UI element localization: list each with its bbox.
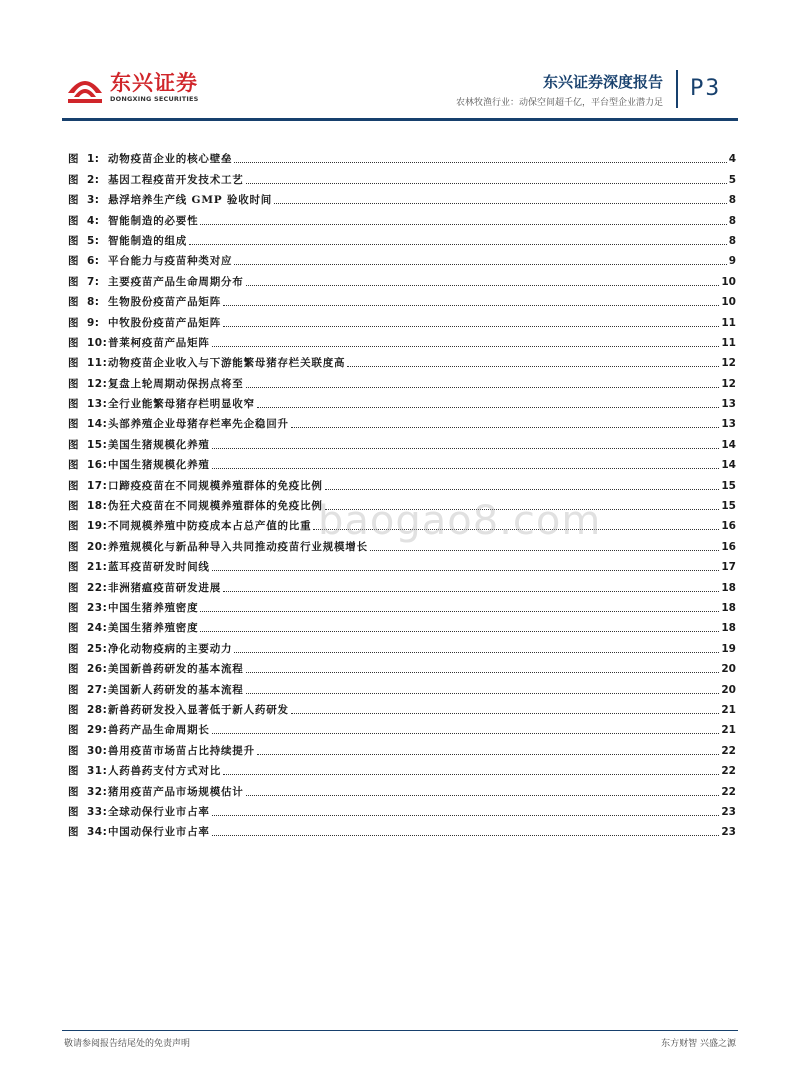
toc-entry-page: 10: [721, 275, 736, 288]
toc-entry-index: 9:: [87, 316, 100, 329]
toc-dot-leader: [223, 591, 719, 592]
toc-entry-label: [68, 825, 210, 839]
toc-entry-index: 31:: [87, 765, 108, 778]
toc-entry-label: [68, 234, 187, 248]
toc-entry-label: [68, 152, 232, 166]
toc-entry-label: [68, 316, 221, 330]
toc-dot-leader: [246, 285, 720, 286]
toc-dot-leader: [212, 733, 720, 734]
toc-entry-label: [68, 295, 221, 309]
toc-entry-label: [68, 744, 255, 758]
toc-entry-label: [68, 173, 244, 187]
toc-entry-label: [68, 723, 210, 737]
toc-entry-title: 生物股份疫苗产品矩阵: [108, 296, 221, 309]
toc-entry-page: 12: [721, 357, 736, 370]
toc-entry[interactable]: [68, 758, 736, 778]
toc-entry-prefix: 图: [68, 663, 79, 676]
toc-entry-label: [68, 214, 198, 228]
toc-entry-index: 21:: [87, 561, 108, 574]
toc-entry-title: 动物疫苗企业的核心壁垒: [108, 153, 233, 166]
toc-dot-leader: [223, 326, 719, 327]
toc-entry-label: [68, 581, 221, 595]
toc-entry-prefix: 图: [68, 438, 79, 451]
toc-entry[interactable]: [68, 330, 736, 350]
toc-entry-prefix: 图: [68, 479, 79, 492]
toc-entry-number: [68, 601, 108, 615]
toc-entry-index: 14:: [87, 418, 108, 431]
toc-entry-title: 智能制造的必要性: [108, 214, 199, 227]
toc-entry-index: 26:: [87, 663, 108, 676]
toc-entry-number: [68, 254, 108, 268]
toc-entry-page: 11: [721, 316, 736, 329]
toc-entry-index: 17:: [87, 479, 108, 492]
toc-entry-prefix: 图: [68, 214, 79, 227]
toc-entry-number: [68, 581, 108, 595]
toc-entry-index: 34:: [87, 826, 108, 839]
toc-entry-page: 14: [721, 459, 736, 472]
toc-entry[interactable]: [68, 799, 736, 819]
toc-entry-index: 15:: [87, 438, 108, 451]
toc-dot-leader: [212, 346, 720, 347]
toc-entry-index: 19:: [87, 520, 108, 533]
toc-entry-page: 12: [721, 377, 736, 390]
toc-entry-number: [68, 275, 108, 289]
toc-entry-page: 18: [721, 622, 736, 635]
toc-dot-leader: [246, 387, 720, 388]
toc-entry-number: [68, 336, 108, 350]
toc-entry-index: 2:: [87, 173, 100, 186]
toc-entry-page: 17: [721, 561, 736, 574]
toc-entry[interactable]: [68, 697, 736, 717]
toc-entry-title: 智能制造的组成: [108, 234, 188, 247]
toc-entry-label: [68, 377, 244, 391]
toc-entry[interactable]: [68, 370, 736, 390]
toc-entry-label: [68, 621, 198, 635]
toc-entry-prefix: 图: [68, 540, 79, 553]
toc-entry-number: [68, 377, 108, 391]
toc-entry[interactable]: [68, 187, 736, 207]
toc-entry-number: [68, 703, 108, 717]
toc-dot-leader: [200, 611, 719, 612]
toc-entry-label: [68, 417, 289, 431]
toc-entry-index: 11:: [87, 357, 108, 370]
toc-entry-title: 全行业能繁母猪存栏明显收窄: [108, 398, 255, 411]
toc-entry-title: 兽药产品生命周期长: [108, 724, 210, 737]
toc-entry[interactable]: [68, 819, 736, 839]
figure-index: [68, 146, 736, 839]
toc-entry-title: 新兽药研发投入显著低于新人药研发: [108, 703, 289, 716]
toc-entry-number: [68, 723, 108, 737]
toc-entry-label: [68, 785, 244, 799]
toc-entry-number: [68, 479, 108, 493]
toc-entry-index: 5:: [87, 234, 100, 247]
toc-entry-prefix: 图: [68, 255, 79, 268]
toc-entry-prefix: 图: [68, 826, 79, 839]
toc-entry-prefix: 图: [68, 296, 79, 309]
toc-entry-title: 主要疫苗产品生命周期分布: [108, 275, 244, 288]
toc-entry[interactable]: [68, 411, 736, 431]
toc-entry-index: 16:: [87, 459, 108, 472]
toc-dot-leader: [291, 713, 720, 714]
toc-entry-label: [68, 193, 272, 207]
toc-dot-leader: [212, 468, 720, 469]
toc-entry-prefix: 图: [68, 336, 79, 349]
toc-entry-label: [68, 254, 232, 268]
toc-entry-label: [68, 499, 323, 513]
toc-entry-label: [68, 438, 210, 452]
toc-entry-title: 美国新人药研发的基本流程: [108, 683, 244, 696]
toc-entry-index: 23:: [87, 601, 108, 614]
toc-entry-number: [68, 458, 108, 472]
toc-entry-title: 头部养殖企业母猪存栏率先企稳回升: [108, 418, 289, 431]
toc-entry-index: 12:: [87, 377, 108, 390]
toc-entry-label: [68, 356, 345, 370]
toc-entry-prefix: 图: [68, 581, 79, 594]
toc-entry-title: 猪用疫苗产品市场规模估计: [108, 785, 244, 798]
toc-entry[interactable]: [68, 207, 736, 227]
toc-entry-page: 14: [721, 438, 736, 451]
toc-entry-index: 25:: [87, 642, 108, 655]
toc-dot-leader: [347, 366, 719, 367]
toc-entry-page: 23: [721, 805, 736, 818]
toc-entry-number: [68, 173, 108, 187]
toc-entry-title: 净化动物疫病的主要动力: [108, 642, 233, 655]
toc-dot-leader: [223, 305, 719, 306]
toc-entry-title: 中国生猪养殖密度: [108, 601, 199, 614]
toc-entry-label: [68, 642, 232, 656]
toc-entry-page: 10: [721, 296, 736, 309]
toc-entry-page: 11: [721, 336, 736, 349]
toc-entry-number: [68, 744, 108, 758]
toc-entry-number: [68, 519, 108, 533]
toc-entry-prefix: 图: [68, 805, 79, 818]
toc-entry-title: 基因工程疫苗开发技术工艺: [108, 173, 244, 186]
header-divider: [676, 70, 678, 108]
company-logo: [64, 67, 204, 111]
toc-entry[interactable]: [68, 676, 736, 696]
toc-entry-page: 8: [728, 194, 736, 207]
toc-entry[interactable]: [68, 635, 736, 655]
toc-entry-page: 16: [721, 520, 736, 533]
toc-entry-title: 复盘上轮周期动保拐点将至: [108, 377, 244, 390]
toc-dot-leader: [274, 203, 727, 204]
toc-entry-number: [68, 397, 108, 411]
toc-entry-index: 29:: [87, 724, 108, 737]
toc-entry-title: 人药兽药支付方式对比: [108, 765, 221, 778]
page-number: P3: [690, 76, 722, 101]
toc-entry-title: 全球动保行业市占率: [108, 805, 210, 818]
toc-entry-number: [68, 621, 108, 635]
toc-entry-title: 非洲猪瘟疫苗研发进展: [108, 581, 221, 594]
toc-entry-page: 4: [728, 153, 736, 166]
toc-entry-prefix: 图: [68, 703, 79, 716]
toc-entry-number: [68, 825, 108, 839]
toc-entry-number: [68, 764, 108, 778]
toc-dot-leader: [212, 815, 720, 816]
toc-entry-page: 9: [728, 255, 736, 268]
toc-entry-page: 20: [721, 683, 736, 696]
footer-rule: [62, 1030, 738, 1031]
toc-entry-number: [68, 214, 108, 228]
toc-dot-leader: [189, 244, 727, 245]
toc-entry-title: 不同规模养殖中防疫成本占总产值的比重: [108, 520, 312, 533]
toc-dot-leader: [234, 162, 726, 163]
toc-entry-number: [68, 805, 108, 819]
toc-entry-page: 13: [721, 418, 736, 431]
toc-entry-number: [68, 295, 108, 309]
toc-entry-label: [68, 479, 323, 493]
toc-entry-title: 美国生猪规模化养殖: [108, 438, 210, 451]
toc-entry[interactable]: [68, 452, 736, 472]
toc-entry-label: [68, 336, 210, 350]
toc-entry-index: 28:: [87, 703, 108, 716]
toc-entry[interactable]: [68, 268, 736, 288]
toc-entry-label: [68, 764, 221, 778]
toc-entry-prefix: 图: [68, 316, 79, 329]
toc-entry-number: [68, 499, 108, 513]
toc-entry-page: 23: [721, 826, 736, 839]
toc-entry-title: 美国生猪养殖密度: [108, 622, 199, 635]
toc-entry[interactable]: [68, 289, 736, 309]
toc-dot-leader: [257, 407, 719, 408]
toc-entry-prefix: 图: [68, 418, 79, 431]
toc-entry-number: [68, 540, 108, 554]
toc-entry-prefix: 图: [68, 173, 79, 186]
toc-entry-page: 16: [721, 540, 736, 553]
toc-entry-prefix: 图: [68, 459, 79, 472]
toc-dot-leader: [246, 183, 727, 184]
toc-entry-title: 兽用疫苗市场苗占比持续提升: [108, 744, 255, 757]
toc-entry[interactable]: [68, 737, 736, 757]
toc-entry[interactable]: [68, 472, 736, 492]
toc-entry-prefix: 图: [68, 785, 79, 798]
toc-entry-title: 动物疫苗企业收入与下游能繁母猪存栏关联度高: [108, 357, 346, 370]
toc-entry-page: 18: [721, 601, 736, 614]
toc-entry[interactable]: [68, 717, 736, 737]
toc-dot-leader: [212, 835, 720, 836]
toc-entry-prefix: 图: [68, 724, 79, 737]
toc-entry-index: 30:: [87, 744, 108, 757]
toc-entry-page: 15: [721, 479, 736, 492]
toc-entry-prefix: 图: [68, 500, 79, 513]
toc-entry-index: 32:: [87, 785, 108, 798]
toc-entry-prefix: 图: [68, 398, 79, 411]
toc-entry-index: 13:: [87, 398, 108, 411]
toc-entry-title: 美国新兽药研发的基本流程: [108, 663, 244, 676]
toc-entry-prefix: 图: [68, 153, 79, 166]
toc-entry-prefix: 图: [68, 275, 79, 288]
toc-entry-number: [68, 152, 108, 166]
toc-entry-title: 中国动保行业市占率: [108, 826, 210, 839]
toc-entry-number: [68, 642, 108, 656]
toc-dot-leader: [291, 427, 720, 428]
toc-entry-index: 20:: [87, 540, 108, 553]
toc-entry-title: 蓝耳疫苗研发时间线: [108, 561, 210, 574]
toc-entry[interactable]: [68, 248, 736, 268]
toc-entry-page: 22: [721, 785, 736, 798]
toc-entry-number: [68, 234, 108, 248]
toc-entry-label: [68, 519, 311, 533]
toc-entry-prefix: 图: [68, 377, 79, 390]
toc-entry-number: [68, 683, 108, 697]
toc-entry-title: 中国生猪规模化养殖: [108, 459, 210, 472]
toc-dot-leader: [257, 754, 719, 755]
toc-entry[interactable]: [68, 166, 736, 186]
toc-entry-page: 21: [721, 703, 736, 716]
toc-dot-leader: [234, 652, 719, 653]
toc-entry-title: 口蹄疫疫苗在不同规模养殖群体的免疫比例: [108, 479, 323, 492]
toc-dot-leader: [370, 550, 719, 551]
header-rule: [62, 118, 738, 121]
watermark: baogao8.com: [318, 498, 602, 544]
toc-entry[interactable]: [68, 309, 736, 329]
toc-entry-prefix: 图: [68, 683, 79, 696]
toc-entry-index: 4:: [87, 214, 100, 227]
logo-text-en: DONGXING SECURITIES: [110, 95, 199, 103]
toc-entry-label: [68, 275, 244, 289]
toc-dot-leader: [246, 795, 720, 796]
toc-entry[interactable]: [68, 554, 736, 574]
toc-entry-number: [68, 438, 108, 452]
toc-entry-page: 8: [728, 214, 736, 227]
toc-entry-number: [68, 662, 108, 676]
toc-entry-index: 6:: [87, 255, 100, 268]
toc-dot-leader: [234, 264, 726, 265]
toc-dot-leader: [200, 224, 726, 225]
toc-entry-title: 伪狂犬疫苗在不同规模养殖群体的免疫比例: [108, 500, 323, 513]
toc-entry-page: 20: [721, 663, 736, 676]
toc-entry[interactable]: [68, 391, 736, 411]
toc-entry-label: [68, 458, 210, 472]
toc-dot-leader: [200, 631, 719, 632]
toc-dot-leader: [246, 693, 720, 694]
toc-entry[interactable]: [68, 656, 736, 676]
toc-entry-prefix: 图: [68, 744, 79, 757]
toc-entry-title: 悬浮培养生产线 GMP 验收时间: [108, 194, 273, 207]
toc-entry-label: [68, 601, 198, 615]
toc-entry-prefix: 图: [68, 765, 79, 778]
toc-entry-number: [68, 785, 108, 799]
toc-entry-label: [68, 703, 289, 717]
toc-entry-page: 22: [721, 765, 736, 778]
toc-entry-title: 普莱柯疫苗产品矩阵: [108, 336, 210, 349]
toc-entry-index: 24:: [87, 622, 108, 635]
toc-entry-index: 3:: [87, 194, 100, 207]
toc-entry[interactable]: [68, 778, 736, 798]
footer-slogan: 东方财智 兴盛之源: [661, 1039, 736, 1049]
toc-entry[interactable]: [68, 350, 736, 370]
toc-entry-index: 1:: [87, 153, 100, 166]
toc-entry-prefix: 图: [68, 194, 79, 207]
toc-entry-index: 27:: [87, 683, 108, 696]
toc-entry-prefix: 图: [68, 642, 79, 655]
toc-entry-index: 8:: [87, 296, 100, 309]
toc-dot-leader: [212, 570, 720, 571]
toc-entry-page: 19: [721, 642, 736, 655]
toc-entry-prefix: 图: [68, 622, 79, 635]
toc-entry-prefix: 图: [68, 601, 79, 614]
toc-entry[interactable]: [68, 574, 736, 594]
toc-entry[interactable]: [68, 146, 736, 166]
toc-entry-title: 中牧股份疫苗产品矩阵: [108, 316, 221, 329]
toc-entry-index: 18:: [87, 500, 108, 513]
toc-entry-title: 养殖规模化与新品种导入共同推动疫苗行业规模增长: [108, 540, 368, 553]
toc-entry-title: 平台能力与疫苗种类对应: [108, 255, 233, 268]
toc-entry-page: 5: [728, 173, 736, 186]
toc-entry-number: [68, 560, 108, 574]
toc-entry-prefix: 图: [68, 234, 79, 247]
toc-entry-index: 22:: [87, 581, 108, 594]
toc-entry-prefix: 图: [68, 561, 79, 574]
toc-entry-label: [68, 683, 244, 697]
toc-entry-prefix: 图: [68, 520, 79, 533]
toc-entry-index: 10:: [87, 336, 108, 349]
toc-entry-number: [68, 417, 108, 431]
toc-entry-number: [68, 356, 108, 370]
toc-entry-page: 22: [721, 744, 736, 757]
toc-entry-page: 13: [721, 398, 736, 411]
report-subtitle: 农林牧渔行业：动保空间超千亿，平台型企业潜力足: [455, 98, 663, 108]
toc-entry-label: [68, 662, 244, 676]
toc-dot-leader: [212, 448, 720, 449]
toc-entry-label: [68, 805, 210, 819]
toc-entry-number: [68, 316, 108, 330]
toc-entry-number: [68, 193, 108, 207]
toc-entry[interactable]: [68, 431, 736, 451]
toc-entry-label: [68, 397, 255, 411]
logo-mark-icon: [64, 67, 106, 107]
toc-entry-page: 15: [721, 500, 736, 513]
toc-entry[interactable]: [68, 595, 736, 615]
toc-dot-leader: [223, 774, 719, 775]
toc-entry-index: 33:: [87, 805, 108, 818]
toc-entry-page: 18: [721, 581, 736, 594]
toc-entry[interactable]: [68, 615, 736, 635]
toc-entry-index: 7:: [87, 275, 100, 288]
logo-text-cn: 东兴证券: [110, 71, 198, 95]
report-title: 东兴证券深度报告: [542, 73, 663, 91]
toc-entry[interactable]: [68, 228, 736, 248]
toc-dot-leader: [325, 489, 720, 490]
toc-dot-leader: [246, 672, 720, 673]
toc-entry-page: 8: [728, 234, 736, 247]
toc-entry-page: 21: [721, 724, 736, 737]
footer-disclaimer: 敬请参阅报告结尾处的免责声明: [64, 1039, 191, 1049]
toc-entry-label: [68, 560, 210, 574]
toc-entry-prefix: 图: [68, 357, 79, 370]
